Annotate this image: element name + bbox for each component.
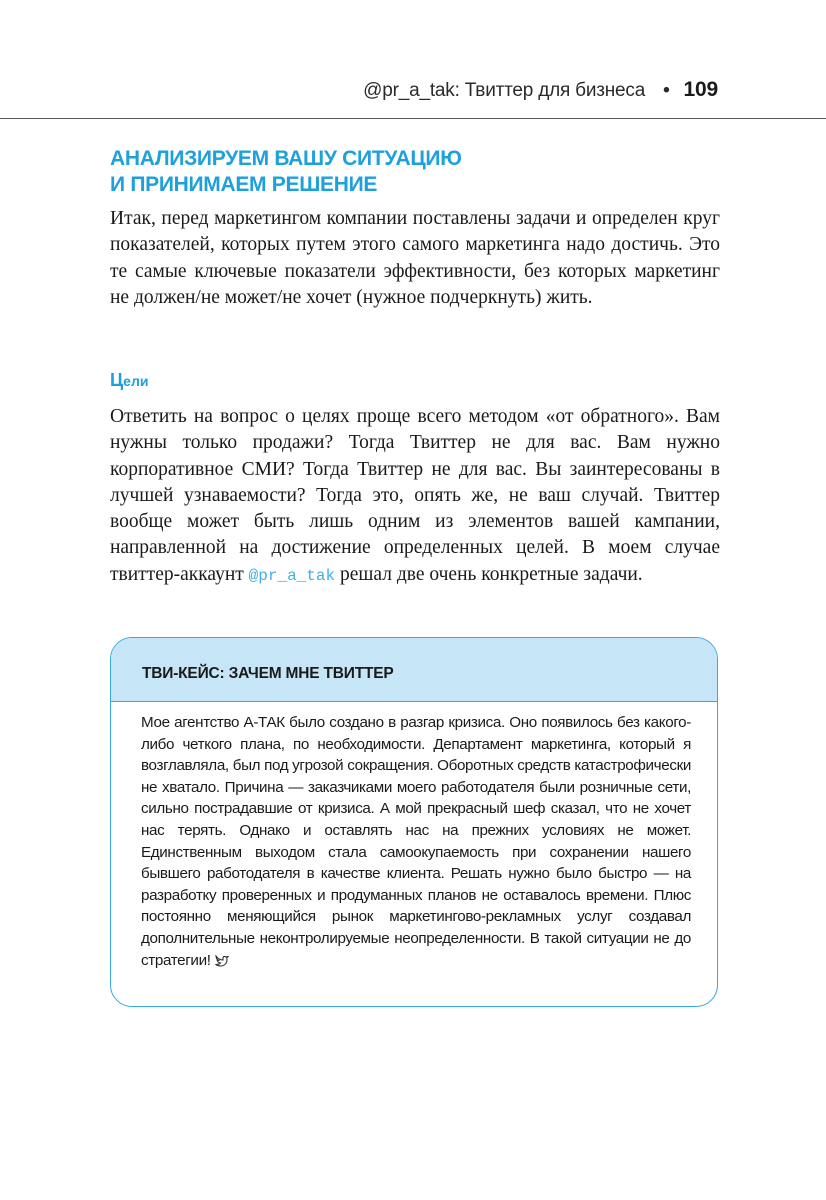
running-head-title: @pr_a_tak: Твиттер для бизнеса: [363, 80, 646, 101]
intro-paragraph: Итак, перед маркетингом компании поставлены задачи и определен круг показателей, которых путем этого самого маркетинга надо достичь. Это те самые ключевые показатели эффективности, без которых маркетинг не должен/не может/не хочет (нужное подчеркнуть) жить.: [110, 208, 720, 308]
goals-heading-rest: ели: [123, 373, 149, 389]
goals-heading-initial: Ц: [110, 370, 124, 390]
goals-heading: [110, 370, 148, 391]
section-title: [110, 146, 730, 198]
running-head-bullet: •: [663, 80, 670, 101]
case-box-text: [111, 702, 717, 973]
page-number: 109: [683, 78, 718, 101]
running-head: [0, 78, 718, 102]
section-title-line-1: АНАЛИЗИРУЕМ ВАШУ СИТУАЦИЮ: [110, 147, 462, 170]
goals-paragraph: [110, 404, 720, 589]
goals-text-before: Ответить на вопрос о целях проще всего методом «от обратного». Вам нужны только продажи? Тогда Твиттер не для вас. Вам нужно корпоративное СМИ? Тогда Твиттер не для вас. Вы заинтересованы в лучшей узнаваемости? Тогда это, опять же, не ваш случай. Твиттер вообще может быть лишь одним из элементов вашей кампании, направленной на достижение определенных целей. В моем случае твиттер-аккаунт: [110, 406, 720, 585]
section-title-line-2: И ПРИНИМАЕМ РЕШЕНИЕ: [110, 173, 378, 196]
case-box-header: [111, 638, 717, 702]
twitter-bird-icon: [215, 952, 229, 974]
case-box-title: ТВИ-КЕЙС: ЗАЧЕМ МНЕ ТВИТТЕР: [142, 665, 394, 682]
goals-text-after: решал две очень конкретные задачи.: [339, 563, 643, 585]
case-box-body: Мое агентство А-ТАК было создано в разгар кризиса. Оно появилось без какого-либо четкого плана, по необходимости. Департамент маркетинга, который я возглавляла, был под угрозой сокращения. Оборотных средств катастрофически не хватало. Причина — заказчиками моего работодателя были розничные сети, сильно пострадавшие от кризиса. А мой прекрасный шеф сказал, что не хочет нас терять. Однако и оставлять нас на прежних условиях не может. Единственным выходом стала самоокупаемость при сохранении нашего бывшего работодателя в качестве клиента. Решать нужно было быстро — на разработку проверенных и продуманных планов не оставалось времени. Плюс постоянно меняющийся рынок маркетингово-рекламных услуг создавал дополнительные неконтролируемые неопределенности. В такой ситуации не до стратегии!: [141, 714, 691, 969]
header-rule: [0, 118, 826, 119]
twitter-handle: @pr_a_tak: [248, 566, 336, 585]
case-box: [110, 637, 718, 1007]
